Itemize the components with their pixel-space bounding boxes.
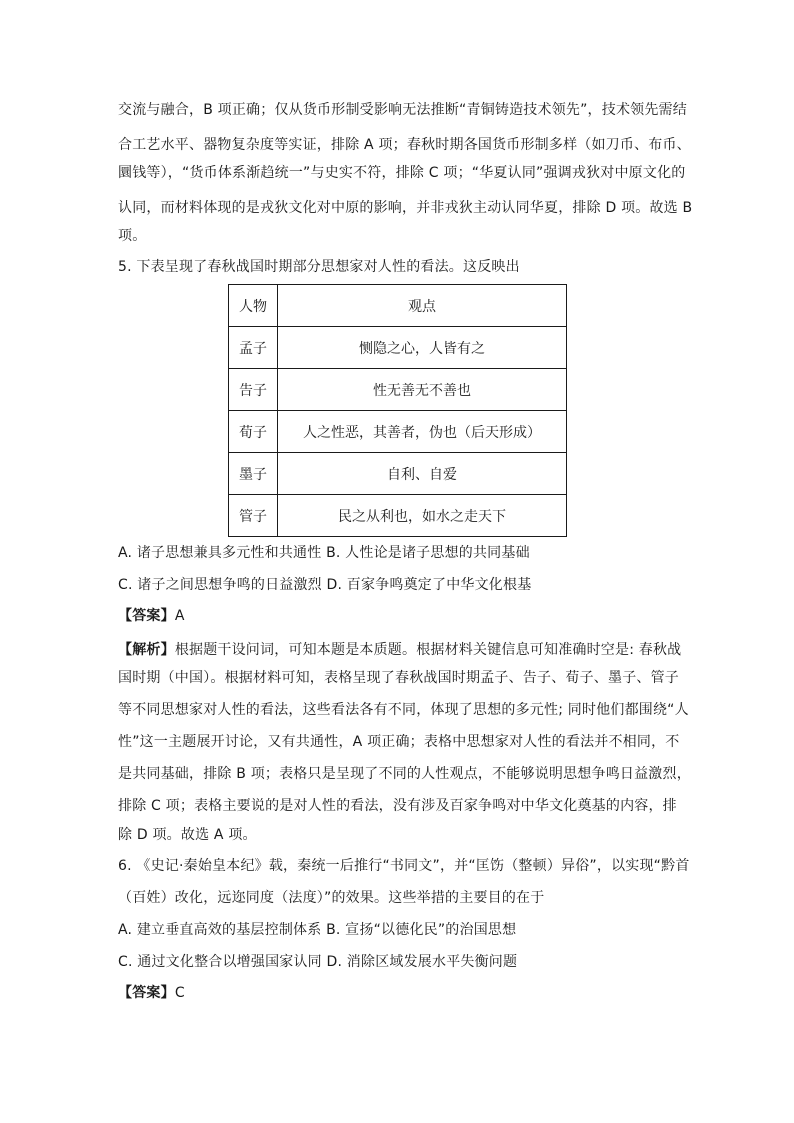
question-5-answer [118,607,185,625]
table-cell-person: 管子 [229,495,278,537]
table-row [229,327,567,369]
analysis-line: 排除 C 项；表格主要说的是对人性的看法，没有涉及百家争鸣对中华文化奠基的内容，排 [118,798,677,814]
answer-value: A [174,608,185,624]
question-5-options: A. 诸子思想兼具多元性和共通性 B. 人性论是诸子思想的共同基础 [118,545,530,561]
analysis-line: 是共同基础，排除 B 项；表格只是呈现了不同的人性观点，不能够说明思想争鸣日益激烈， [118,766,691,782]
question-6-stem: 6. 《史记·秦始皇本纪》载，秦统一后推行“书同文”，并“匡饬（整顿）异俗”，以实现“黔首 [118,858,690,874]
analysis-label: 【解析】 [118,642,175,658]
table-cell-person: 墨子 [229,453,278,495]
answer-label: 【答案】 [118,608,175,624]
table-cell-view: 民之从利也，如水之走天下 [278,495,567,537]
table-cell-view: 恻隐之心，人皆有之 [278,327,567,369]
question-6-stem: （百姓）改化，远迩同度（法度）”的效果。这些举措的主要目的在于 [118,890,545,906]
table-row [229,411,567,453]
answer-label: 【答案】 [118,985,175,1001]
table-row [229,369,567,411]
thinkers-table [228,284,567,537]
paragraph-line: 合工艺水平、器物复杂度等实证，排除 A 项；春秋时期各国货币形制多样（如刀币、布币、 [118,137,691,153]
analysis-line: 等不同思想家对人性的看法，这些看法各有不同，体现了思想的多元性; 同时他们都围绕“人 [118,702,689,718]
table-header: 观点 [278,285,567,327]
table-cell-person: 告子 [229,369,278,411]
table-cell-person: 孟子 [229,327,278,369]
analysis-line: 国时期（中国）。根据材料可知，表格呈现了春秋战国时期孟子、告子、荀子、墨子、管子 [118,670,679,686]
question-6-options: C. 通过文化整合以增强国家认同 D. 消除区域发展水平失衡问题 [118,954,518,970]
question-6-options: A. 建立垂直高效的基层控制体系 B. 宣扬“以德化民”的治国思想 [118,922,517,938]
table-row [229,453,567,495]
question-5-analysis [118,641,681,659]
table-header: 人物 [229,285,278,327]
table-cell-view: 性无善无不善也 [278,369,567,411]
table-cell-view: 人之性恶，其善者，伪也（后天形成） [278,411,567,453]
question-6-answer [118,984,185,1002]
analysis-text: 根据题干设问词，可知本题是本质题。根据材料关键信息可知准确时空是: 春秋战 [174,642,682,658]
paragraph-line: 认同，而材料体现的是戎狄文化对中原的影响，并非戎狄主动认同华夏，排除 D 项。故选 B [118,200,693,216]
question-5-stem: 5. 下表呈现了春秋战国时期部分思想家对人性的看法。这反映出 [118,259,520,275]
paragraph-line: 项。 [118,228,147,244]
paragraph-line: 交流与融合，B 项正确；仅从货币形制受影响无法推断“青铜铸造技术领先”，技术领先需结 [118,102,687,118]
analysis-line: 除 D 项。故选 A 项。 [118,827,257,843]
analysis-line: 性”这一主题展开讨论，又有共通性，A 项正确；表格中思想家对人性的看法并不相同，不 [118,734,680,750]
paragraph-line: 圜钱等），“货币体系渐趋统一”与史实不符，排除 C 项；“华夏认同”强调戎狄对中原文化的 [118,165,686,181]
table-header-row [229,285,567,327]
table-cell-person: 荀子 [229,411,278,453]
table-row [229,495,567,537]
table-cell-view: 自利、自爱 [278,453,567,495]
answer-value: C [174,985,185,1001]
question-5-options: C. 诸子之间思想争鸣的日益激烈 D. 百家争鸣奠定了中华文化根基 [118,577,532,593]
